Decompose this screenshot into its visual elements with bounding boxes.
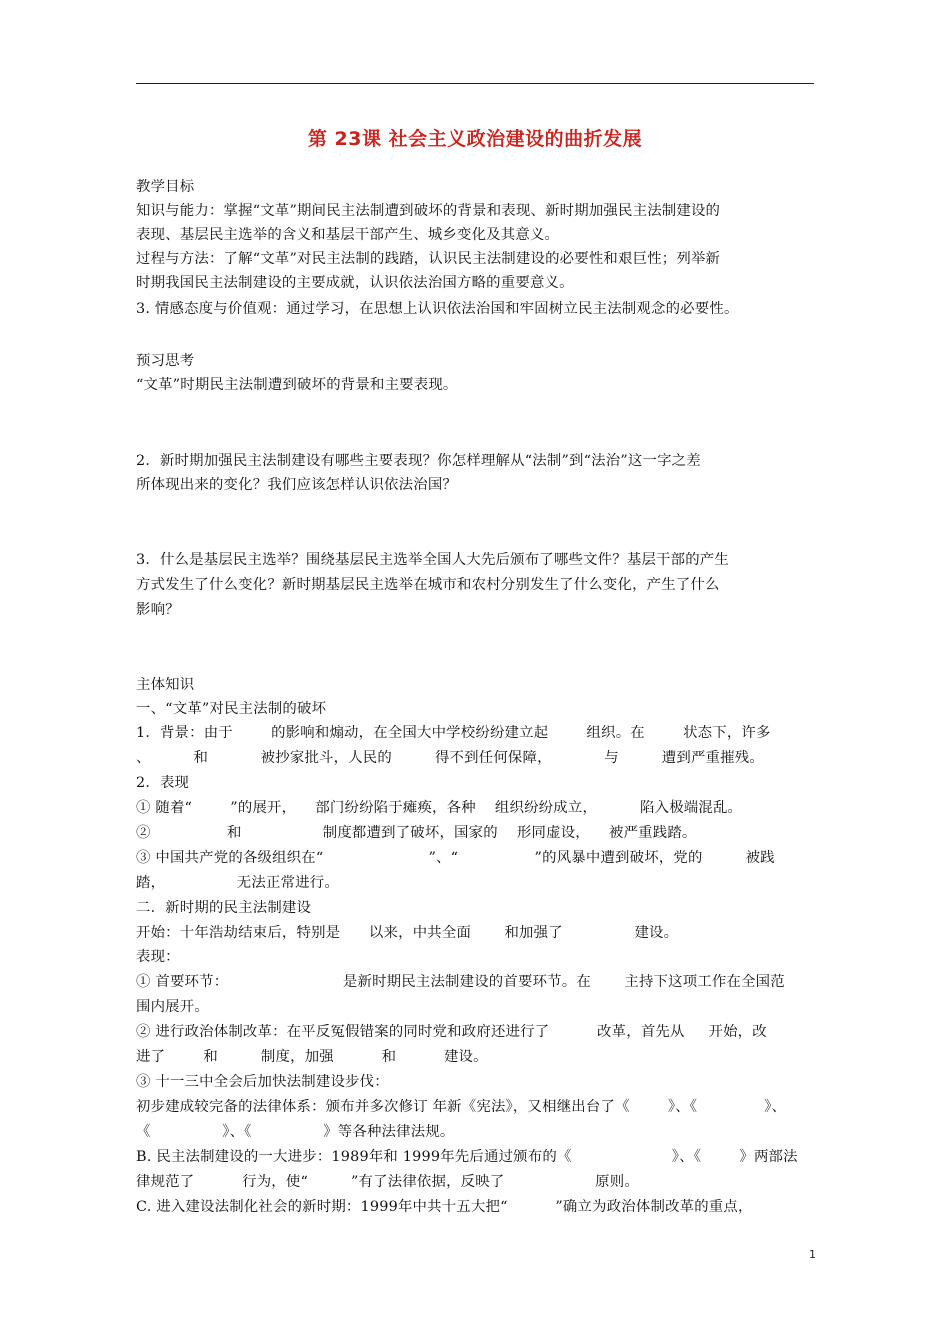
text-line: 过程与方法：了解“文革”对民主法制的践踏，认识民主法制建设的必要性和艰巨性；列举新 xyxy=(136,251,721,267)
text-line: ③ 十一三中全会后加快法制建设步伐： xyxy=(136,1074,389,1090)
text-line: B. 民主法制建设的一大进步：1989年和 1999年先后通过颁布的《 》、《 》两部法 xyxy=(136,1149,798,1165)
text-line: ① 首要环节： 是新时期民主法制建设的首要环节。在 主持下这项工作在全国范 xyxy=(136,974,785,990)
text-line: ② 和 制度都遭到了破坏，国家的 形同虚设， 被严重践踏。 xyxy=(136,825,697,841)
text-line: 知识与能力：掌握“文革”期间民主法制遭到破坏的背景和表现、新时期加强民主法制建设的 xyxy=(136,203,721,219)
text-line: ② 进行政治体制改革：在平反冤假错案的同时党和政府还进行了 改革，首先从 开始，改 xyxy=(136,1024,767,1040)
text-line: 影响？ xyxy=(136,602,180,618)
text-line: “文革”时期民主法制遭到破坏的背景和主要表现。 xyxy=(136,377,458,393)
text-line: 初步建成较完备的法律体系：颁布并多次修订 年新《宪法》，又相继出台了《 》、《 》、 xyxy=(136,1099,787,1115)
text-line: 踏， 无法正常进行。 xyxy=(136,875,339,891)
text-line: 一、“文革”对民主法制的破坏 xyxy=(136,701,327,717)
text-line: 所体现出来的变化？我们应该怎样认识依法治国？ xyxy=(136,477,457,493)
text-line: 方式发生了什么变化？新时期基层民主选举在城市和农村分别发生了什么变化，产生了什么 xyxy=(136,577,720,593)
text-line: 3．什么是基层民主选举？围绕基层民主选举全国人大先后颁布了哪些文件？基层干部的产生 xyxy=(136,552,729,568)
text-line: 、 和 被抄家批斗，人民的 得不到任何保障， 与 遭到严重摧残。 xyxy=(136,750,764,766)
header-rule xyxy=(136,83,814,84)
text-line: ① 随着“ ”的展开， 部门纷纷陷于瘫痪，各种 组织纷纷成立， 陷入极端混乱。 xyxy=(136,800,743,816)
text-line: 二．新时期的民主法制建设 xyxy=(136,900,312,916)
page-title: 第 23课 社会主义政治建设的曲折发展 xyxy=(307,128,643,150)
text-line: 主体知识 xyxy=(136,677,195,693)
text-line: 进了 和 制度，加强 和 建设。 xyxy=(136,1049,488,1065)
text-line: 时期我国民主法制建设的主要成就，认识依法治国方略的重要意义。 xyxy=(136,275,574,291)
text-line: 1．背景：由于 的影响和煽动，在全国大中学校纷纷建立起 组织。在 状态下，许多 xyxy=(136,725,771,741)
text-line: 预习思考 xyxy=(136,353,195,369)
text-line: 表现、基层民主选举的含义和基层干部产生、城乡变化及其意义。 xyxy=(136,227,560,243)
text-line: ③ 中国共产党的各级组织在“ ”、“ ”的风暴中遭到破坏，党的 被践 xyxy=(136,850,775,866)
text-line: 《 》、《 》等各种法律法规。 xyxy=(136,1124,455,1140)
text-line: 围内展开。 xyxy=(136,999,209,1015)
text-line: 3. 情感态度与价值观：通过学习，在思想上认识依法治国和牢固树立民主法制观念的必要性。 xyxy=(136,301,739,317)
text-line: 2．表现 xyxy=(136,775,190,791)
text-line: 律规范了 行为，使“ ”有了法律依据，反映了 原则。 xyxy=(136,1174,639,1190)
page-number: 1 xyxy=(809,1248,816,1261)
text-line: 开始：十年浩劫结束后，特别是 以来，中共全面 和加强了 建设。 xyxy=(136,925,679,941)
text-line: 表现： xyxy=(136,949,180,965)
text-line: 教学目标 xyxy=(136,179,195,195)
text-line: C. 进入建设法制化社会的新时期：1999年中共十五大把“ ”确立为政治体制改革的重点， xyxy=(136,1199,753,1215)
text-line: 2．新时期加强民主法制建设有哪些主要表现？你怎样理解从“法制”到“法治”这一字之差 xyxy=(136,453,701,469)
